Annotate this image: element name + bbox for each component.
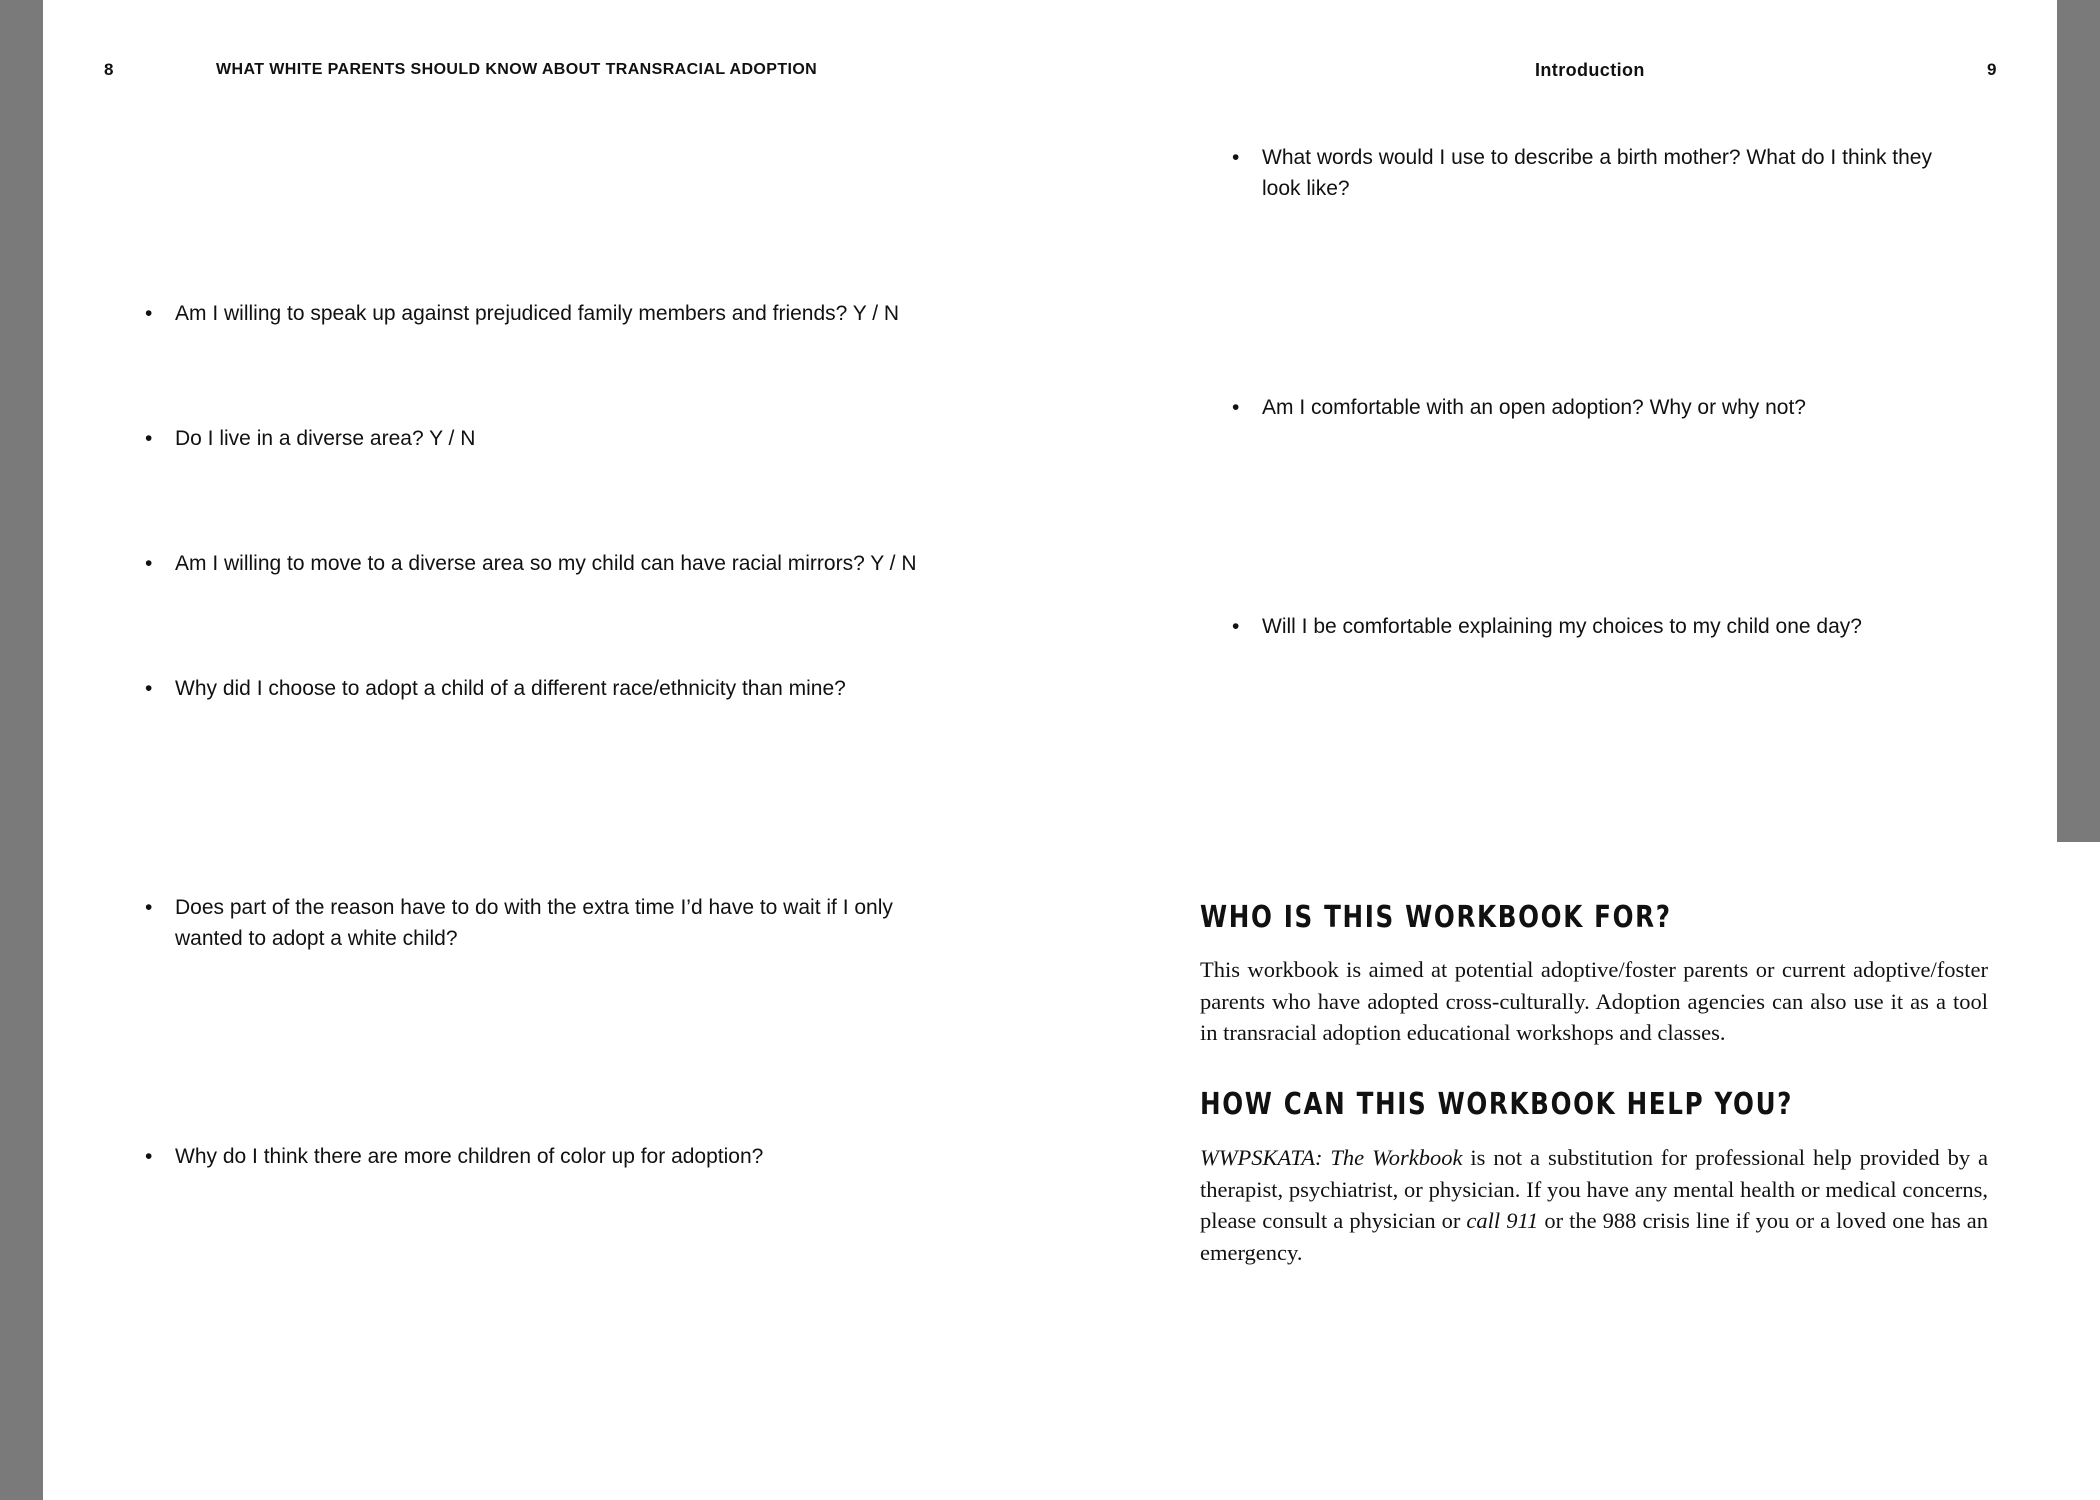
workbook-title: WWPSKATA: The Workbook: [1200, 1145, 1463, 1170]
list-item: [1232, 611, 1982, 642]
list-item: [145, 892, 915, 954]
list-item-text: What words would I use to describe a birth mother? What do I think they look like?: [1262, 146, 1932, 200]
emphasis-text: call 911: [1466, 1208, 1539, 1233]
list-item-text: Why do I think there are more children of color up for adoption?: [175, 1145, 764, 1168]
bullet-icon: •: [1232, 396, 1240, 419]
scrollbar-track[interactable]: [2057, 0, 2100, 1500]
list-item-text: Am I willing to move to a diverse area so my child can have racial mirrors? Y / N: [175, 552, 917, 575]
list-item: [145, 548, 935, 579]
list-item: [145, 423, 935, 454]
list-item-text: Why did I choose to adopt a child of a different race/ethnicity than mine?: [175, 677, 846, 700]
list-item: [1232, 142, 1942, 204]
scrollbar-thumb[interactable]: [2057, 0, 2100, 842]
left-running-header: WHAT WHITE PARENTS SHOULD KNOW ABOUT TRANSRACIAL ADOPTION: [216, 61, 818, 78]
paragraph-text: or the 988 crisis line if you or a loved one has an emergency.: [1200, 1208, 1988, 1265]
right-page-number: 9: [1987, 60, 1997, 79]
document-spread: [43, 0, 2057, 1500]
list-item: [145, 298, 935, 329]
section-paragraph: This workbook is aimed at potential adoptive/foster parents or current adoptive/foster parents who have adopted cross-culturally. Adoption agencies can also use it as a tool in transracial adoption educational workshops and classes.: [1200, 957, 1988, 1045]
bullet-icon: •: [145, 302, 153, 325]
bullet-icon: •: [145, 1145, 153, 1168]
list-item: [145, 673, 935, 704]
list-item-text: Does part of the reason have to do with the extra time I’d have to wait if I only wanted to adopt a white child?: [175, 896, 893, 950]
list-item-text: Do I live in a diverse area? Y / N: [175, 427, 476, 450]
list-item: [145, 1141, 935, 1172]
list-item: [1232, 392, 1982, 423]
section-paragraph: [1200, 1142, 1988, 1268]
list-item-text: Am I willing to speak up against prejudiced family members and friends? Y / N: [175, 302, 900, 325]
paragraph-text: is not a substitution for professional help provided by a therapist, psychiatrist, or physician. If you have any mental health or medical concerns, please consult a physician or: [1200, 1145, 1988, 1233]
section-heading: HOW CAN THIS WORKBOOK HELP YOU?: [1200, 1087, 1794, 1122]
bullet-icon: •: [145, 677, 153, 700]
bullet-icon: •: [145, 427, 153, 450]
bullet-icon: •: [1232, 615, 1240, 638]
bullet-icon: •: [145, 896, 153, 919]
list-item-text: Am I comfortable with an open adoption? Why or why not?: [1262, 396, 1806, 419]
section-heading: WHO IS THIS WORKBOOK FOR?: [1200, 900, 1672, 935]
bullet-icon: •: [1232, 146, 1240, 169]
left-page-number: 8: [104, 60, 114, 79]
list-item-text: Will I be comfortable explaining my choices to my child one day?: [1262, 615, 1862, 638]
right-running-header: Introduction: [1535, 60, 1645, 80]
bullet-icon: •: [145, 552, 153, 575]
